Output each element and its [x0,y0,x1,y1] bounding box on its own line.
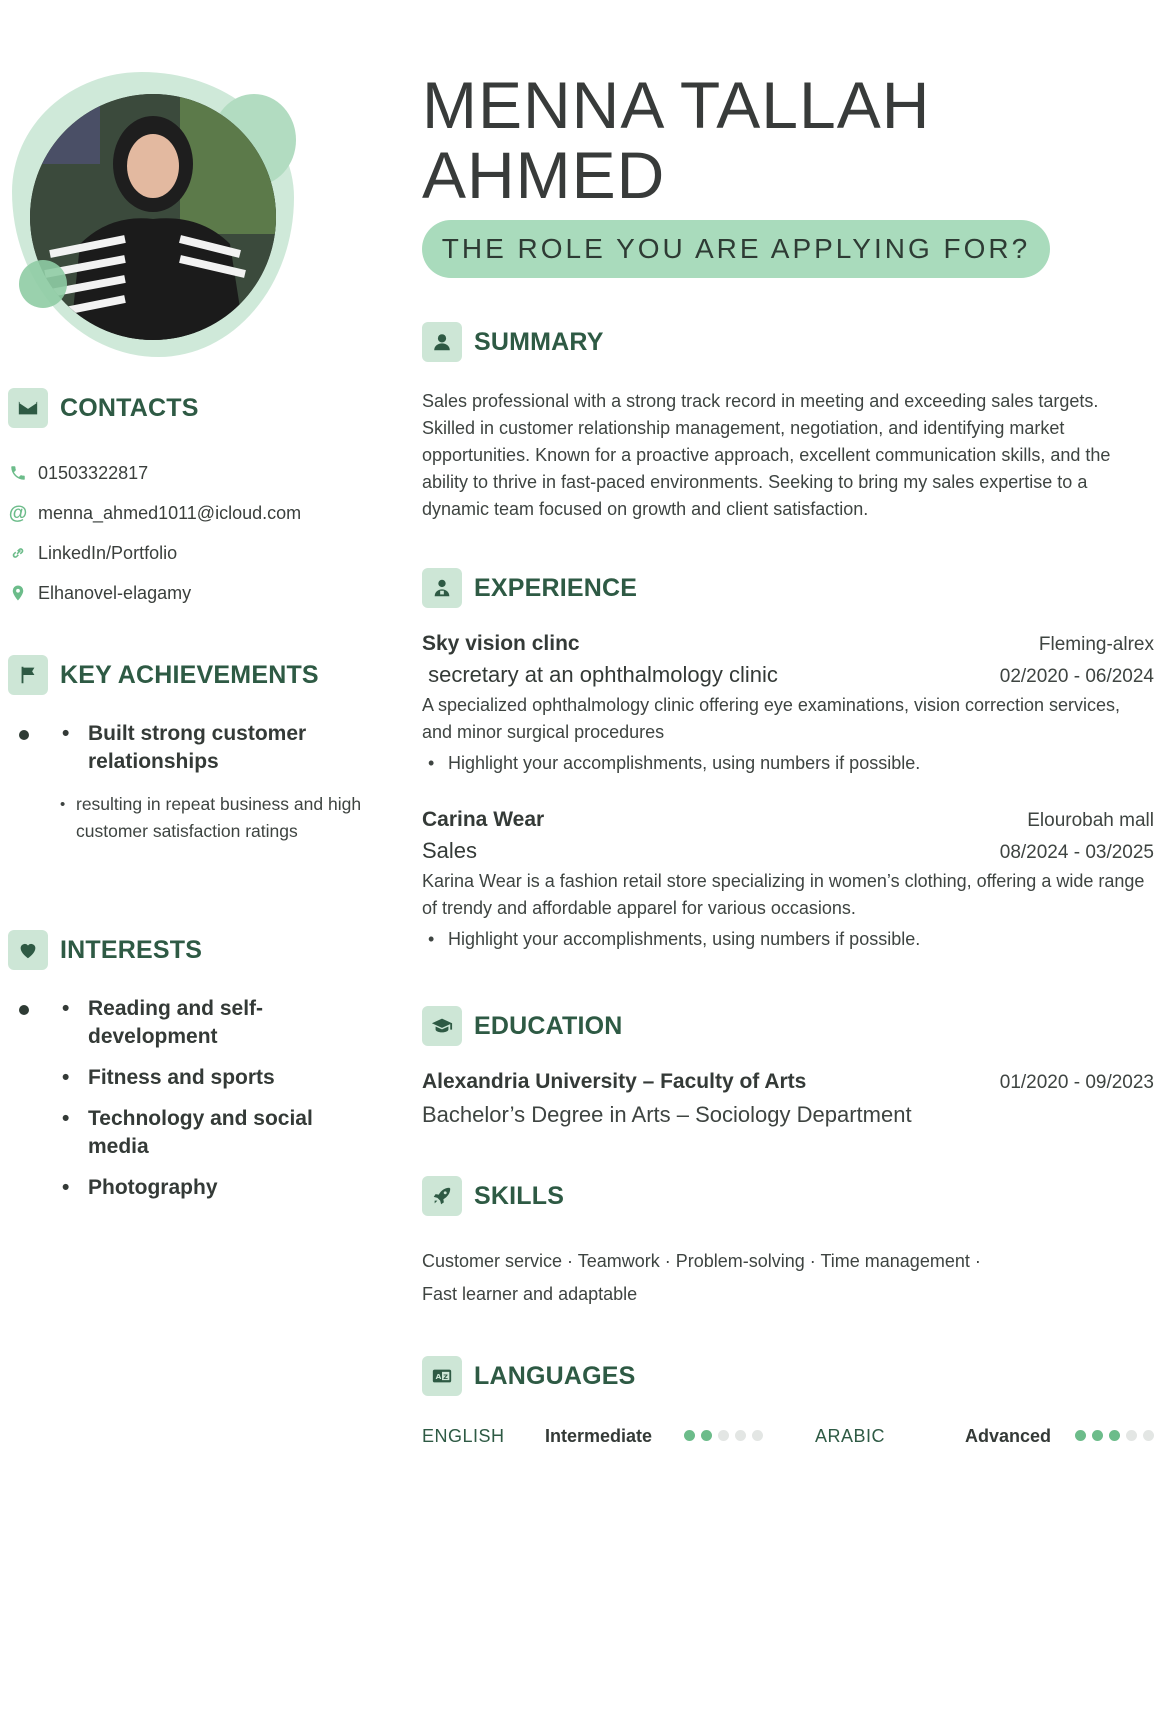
education-dates: 01/2020 - 09/2023 [999,1072,1154,1093]
skills-line: Fast learner and adaptable [422,1284,638,1304]
job-description: A specialized ophthalmology clinic offering eye examinations, vision correction services, and minor surgical procedures [422,695,1121,742]
interests-title: INTERESTS [60,935,203,964]
language-level: Intermediate [545,1426,653,1446]
contacts-list [8,453,348,613]
link-icon [8,543,28,563]
achievement-detail: • resulting in repeat business and high customer satisfaction ratings [16,791,364,845]
language-name: ENGLISH [422,1426,505,1446]
job-title: Sales [422,838,478,863]
interest-item: • Photography [16,1174,356,1202]
rating-dot-empty [752,1430,763,1441]
achievements-header [8,655,319,695]
job-title: secretary at an ophthalmology clinic [422,662,778,687]
job-company: Sky vision clinc [422,632,580,655]
language-rating [684,1430,769,1441]
achievement-headline: • Built strong customer relationships [16,720,356,776]
experience-header [422,568,637,608]
education-entry [422,1070,1154,1128]
experience-title: EXPERIENCE [474,573,638,602]
location-pin-icon [8,583,28,603]
job-entry [422,808,1154,953]
decor-dot [19,260,67,308]
interest-item: • Reading and self-development [16,995,356,1051]
rating-dot-empty [1126,1430,1137,1441]
user-icon [422,322,462,362]
interest-item: • Technology and social media [16,1105,356,1161]
summary-title: SUMMARY [474,327,604,356]
flag-icon [8,655,48,695]
language-level: Advanced [965,1426,1052,1446]
translate-icon [422,1356,462,1396]
language-rating [1075,1430,1160,1441]
skills-title: SKILLS [474,1181,565,1210]
rating-dot-filled [701,1430,712,1441]
contacts-title: CONTACTS [60,393,199,422]
contact-phone-text: 01503322817 [38,462,149,483]
languages-title: LANGUAGES [474,1361,636,1390]
profile-photo-block [6,70,306,360]
languages-header [422,1356,636,1396]
job-dates: 08/2024 - 03/2025 [999,842,1154,863]
rating-dot-filled [1092,1430,1103,1441]
rating-dot-filled [684,1430,695,1441]
contact-link-text: LinkedIn/Portfolio [38,542,178,563]
job-bullet: • Highlight your accomplishments, using numbers if possible. [422,926,1154,953]
briefcase-user-icon [422,568,462,608]
education-header [422,1006,623,1046]
profile-photo [30,94,276,340]
language-name: ARABIC [815,1426,886,1446]
contact-phone[interactable] [8,453,348,493]
contact-location-text: Elhanovel-elagamy [38,582,192,603]
job-description: Karina Wear is a fashion retail store specializing in women’s clothing, offering a wide range of trendy and affordable apparel for various occasions. [422,871,1145,918]
graduation-cap-icon [422,1006,462,1046]
job-company: Carina Wear [422,808,545,831]
contact-email-text: menna_ahmed1011@icloud.com [38,502,302,523]
candidate-name: MENNA TALLAH AHMED [422,68,931,212]
phone-icon [8,463,28,483]
rating-dot-empty [735,1430,746,1441]
languages-list [422,1422,1158,1452]
skills-line: Customer service · Teamwork · Problem-solving · Time management · [422,1251,981,1271]
job-bullet: • Highlight your accomplishments, using numbers if possible. [422,750,1154,777]
rating-dot-filled [1109,1430,1120,1441]
rating-dot-empty [718,1430,729,1441]
heart-icon [8,930,48,970]
contact-location [8,573,348,613]
rocket-icon [422,1176,462,1216]
education-title: EDUCATION [474,1011,623,1040]
interest-item: • Fitness and sports [16,1064,356,1092]
job-dates: 02/2020 - 06/2024 [999,666,1154,687]
interests-list [16,995,356,1215]
job-location: Elourobah mall [1027,810,1154,831]
rating-dot-empty [1143,1430,1154,1441]
contact-link[interactable] [8,533,348,573]
rating-dot-filled [1075,1430,1086,1441]
summary-text: Sales professional with a strong track record in meeting and exceeding sales targets. Skilled in customer relationship management, negotiation, and identifying market opportunities. Known for a proactive approach, excellent communication skills, and the ability to thrive in fast-paced environments. Seeking to bring my sales expertise to a dynamic team focused on growth and client satisfaction. [422,391,1111,519]
role-pill: THE ROLE YOU ARE APPLYING FOR? [422,220,1050,278]
contact-email[interactable] [8,493,348,533]
envelope-icon [8,388,48,428]
skills-header [422,1176,564,1216]
summary-header [422,322,604,362]
achievements-title: KEY ACHIEVEMENTS [60,660,319,689]
svg-text:A: A [435,1372,442,1382]
job-location: Fleming-alrex [1038,634,1154,655]
interests-header [8,930,202,970]
contacts-header [8,388,199,428]
at-icon: @ [8,502,28,524]
education-degree: Bachelor’s Degree in Arts – Sociology Department [422,1102,912,1127]
svg-text:Z: Z [443,1372,448,1381]
education-school: Alexandria University – Faculty of Arts [422,1070,807,1093]
skills-text [422,1245,1072,1311]
achievements-list [16,720,362,845]
job-entry [422,632,1154,777]
